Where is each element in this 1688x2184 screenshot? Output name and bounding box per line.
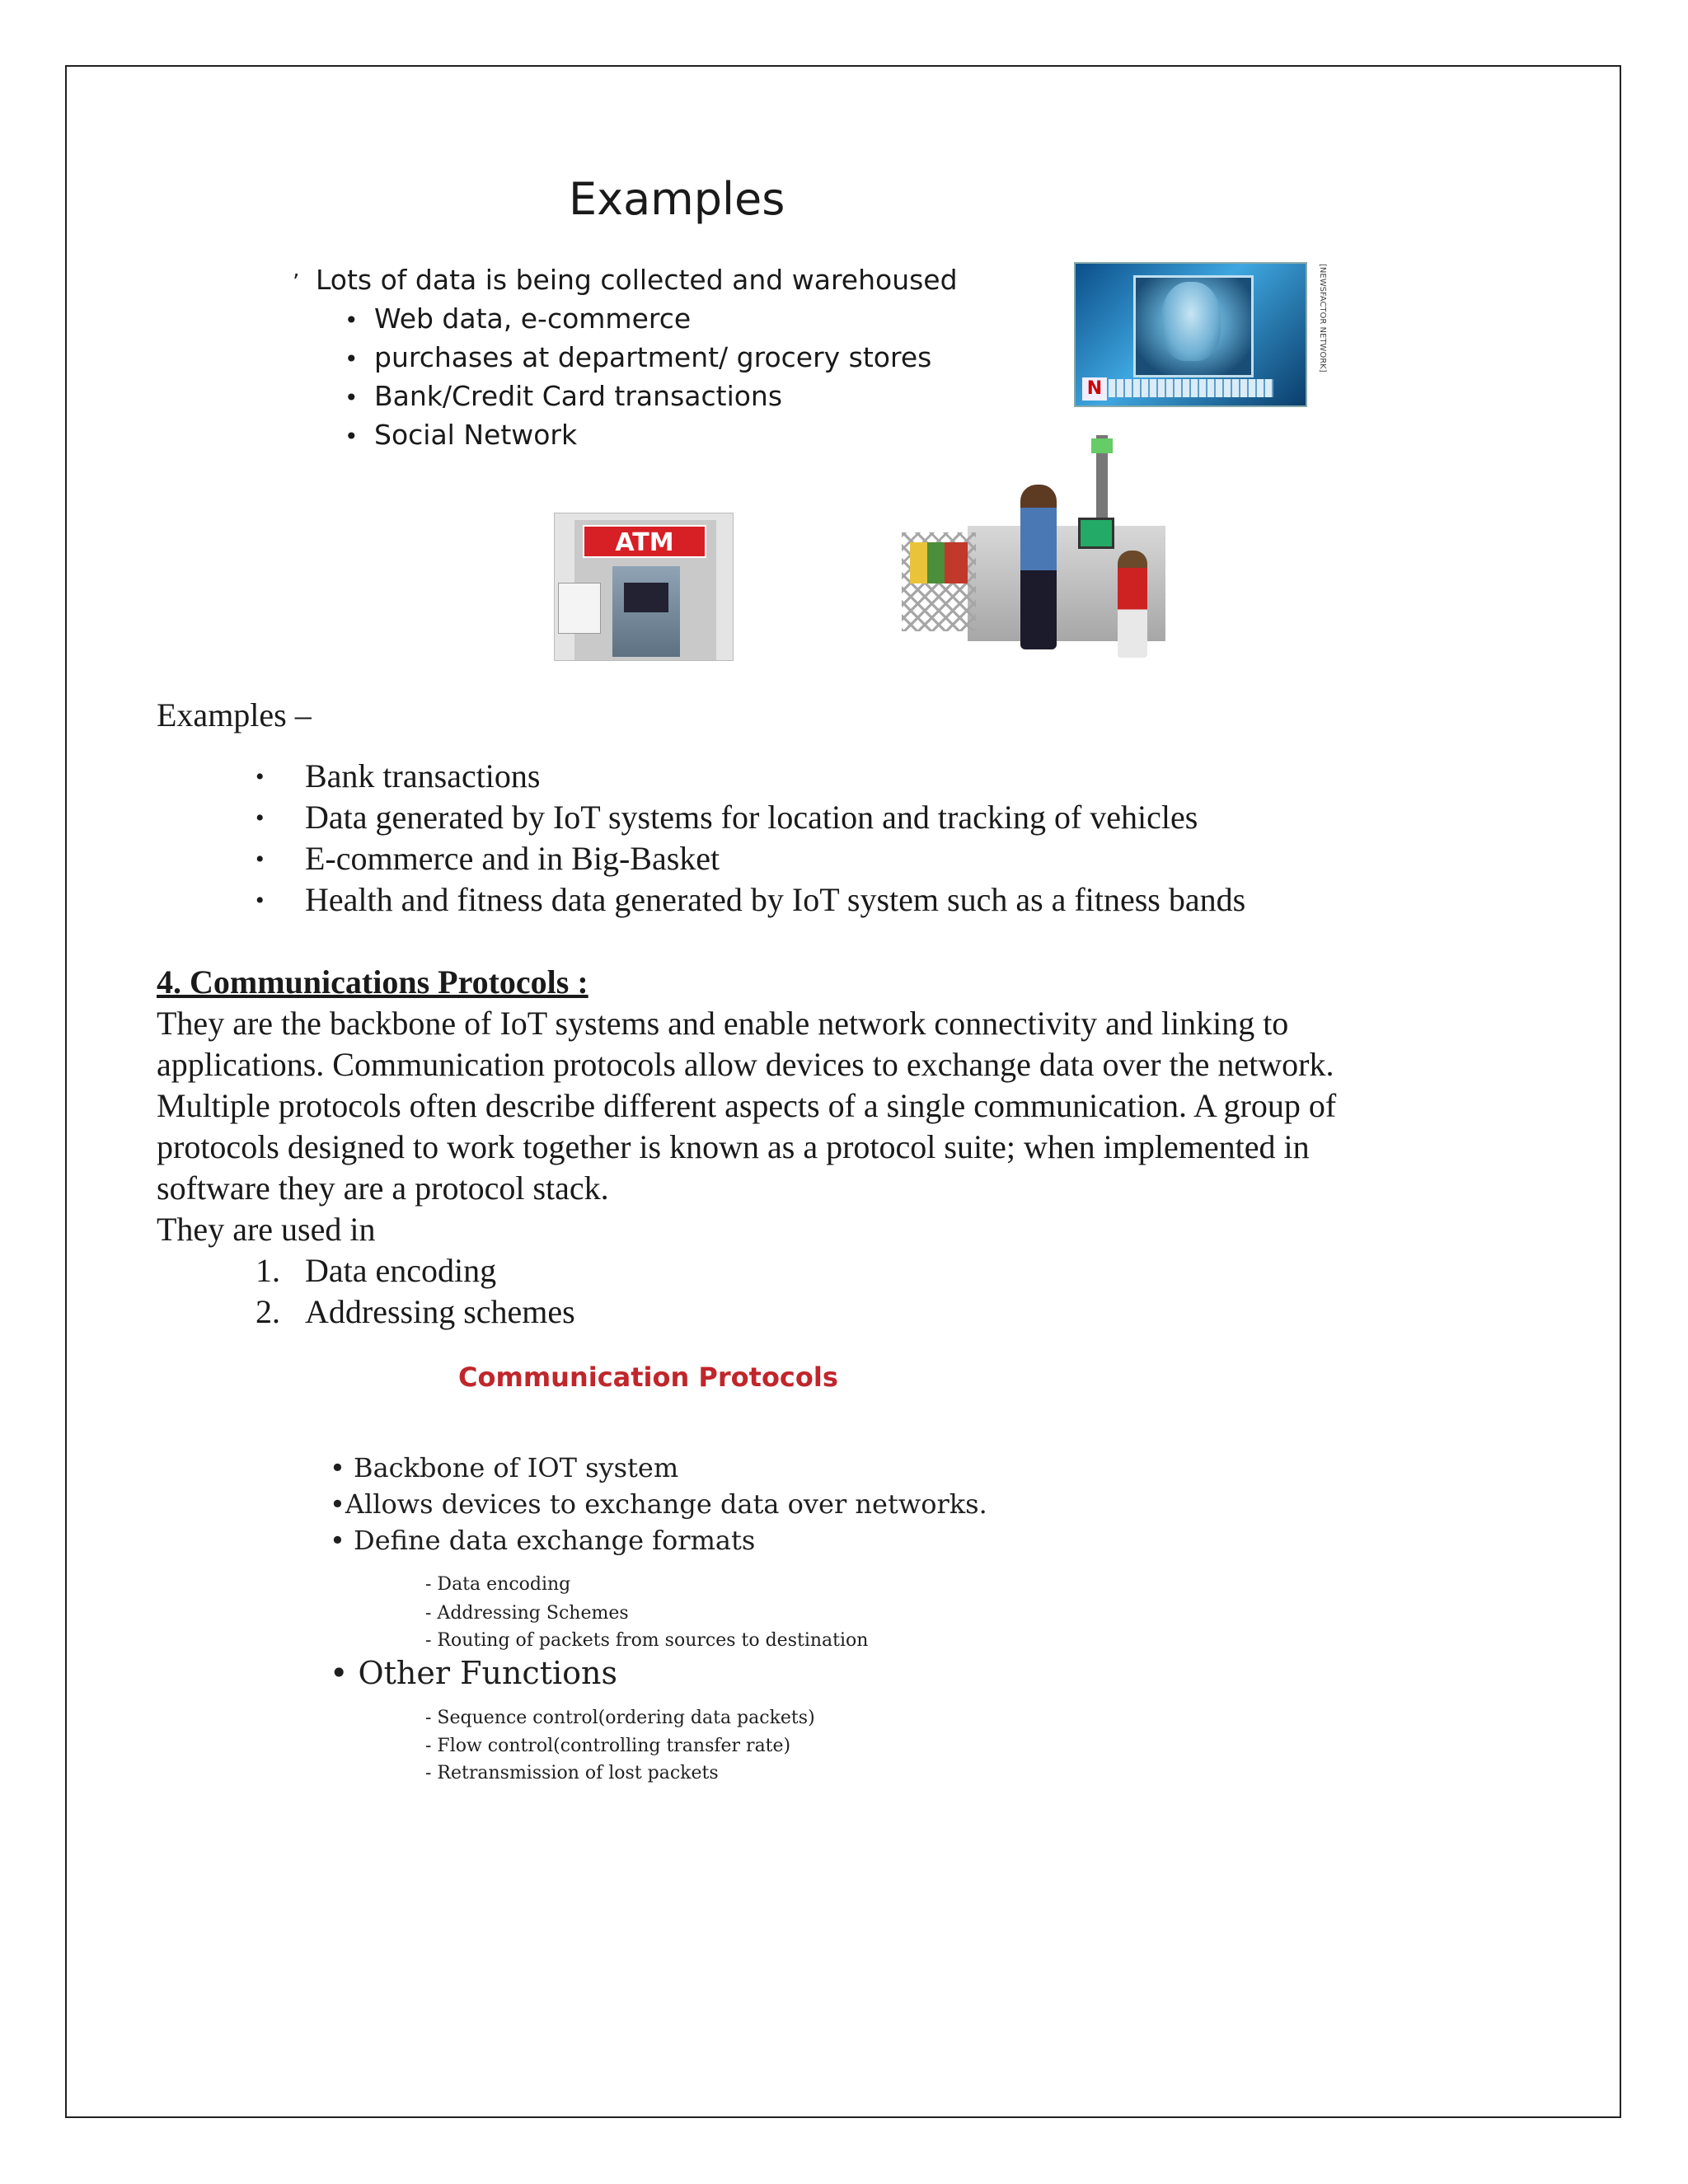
list-number: 2. (256, 1293, 280, 1330)
examples-intro: Examples – (157, 696, 312, 733)
bullet-dot: • (256, 763, 265, 790)
example-item: Data generated by IoT systems for location and tracking of vehicles (305, 799, 1198, 836)
example-item: E-commerce and in Big-Basket (305, 840, 720, 877)
paragraph-line: protocols designed to work together is known as a protocol suite; when implemented in (157, 1128, 1310, 1165)
grocery-checkout-image (902, 435, 1167, 663)
newsfactor-logo: N (1082, 377, 1107, 401)
used-in-line: They are used in (157, 1211, 376, 1248)
slide-main-bullet (293, 264, 958, 296)
paragraph-line: They are the backbone of IoT systems and enable network connectivity and linking to (157, 1005, 1289, 1042)
list-item: Addressing schemes (305, 1293, 575, 1330)
example-item: Health and fitness data generated by IoT system such as a fitness bands (305, 881, 1246, 918)
list-item: Data encoding (305, 1252, 497, 1289)
bullet-dot: • (256, 887, 265, 914)
atm-sign: ATM (583, 525, 706, 558)
slide2-bullet: •Allows devices to exchange data over networks. (330, 1488, 987, 1520)
digital-face-image (1074, 262, 1307, 407)
slide2-title: Communication Protocols (458, 1361, 838, 1393)
slide2-subitem: - Retransmission of lost packets (425, 1763, 719, 1783)
slide2-subitem: - Routing of packets from sources to destination (425, 1630, 869, 1651)
slide2-bullet-other: • Other Functions (330, 1655, 617, 1691)
slide2-bullet: • Backbone of IOT system (330, 1452, 679, 1483)
slide2-subitem: - Sequence control(ordering data packets) (425, 1708, 815, 1728)
paragraph-line: applications. Communication protocols allow devices to exchange data over the network. (157, 1046, 1334, 1083)
slide2-subitem: - Data encoding (425, 1574, 571, 1595)
atm-image (554, 513, 734, 661)
slide-sub-bullet: • purchases at department/ grocery stores (345, 341, 932, 373)
section-heading: 4. Communications Protocols : (157, 963, 588, 1001)
slide2-bullet: • Define data exchange formats (330, 1525, 756, 1556)
tick-mark: ’ (293, 270, 300, 295)
bullet-dot: • (256, 846, 265, 873)
slide-sub-bullet: • Bank/Credit Card transactions (345, 380, 783, 412)
slide-sub-bullet: • Web data, e-commerce (345, 302, 692, 335)
slide-title-examples: Examples (569, 173, 785, 225)
paragraph-line: software they are a protocol stack. (157, 1169, 609, 1207)
list-number: 1. (256, 1252, 280, 1289)
slide-sub-bullet: • Social Network (345, 419, 578, 451)
image-side-caption: [NEWSFACTOR NETWORK] (1318, 264, 1327, 373)
main-bullet-text: Lots of data is being collected and warehoused (316, 264, 958, 296)
slide2-subitem: - Addressing Schemes (425, 1603, 629, 1624)
slide2-subitem: - Flow control(controlling transfer rate) (425, 1736, 791, 1756)
bullet-dot: • (256, 804, 265, 832)
paragraph-line: Multiple protocols often describe different aspects of a single communication. A group of (157, 1087, 1337, 1124)
example-item: Bank transactions (305, 757, 541, 794)
